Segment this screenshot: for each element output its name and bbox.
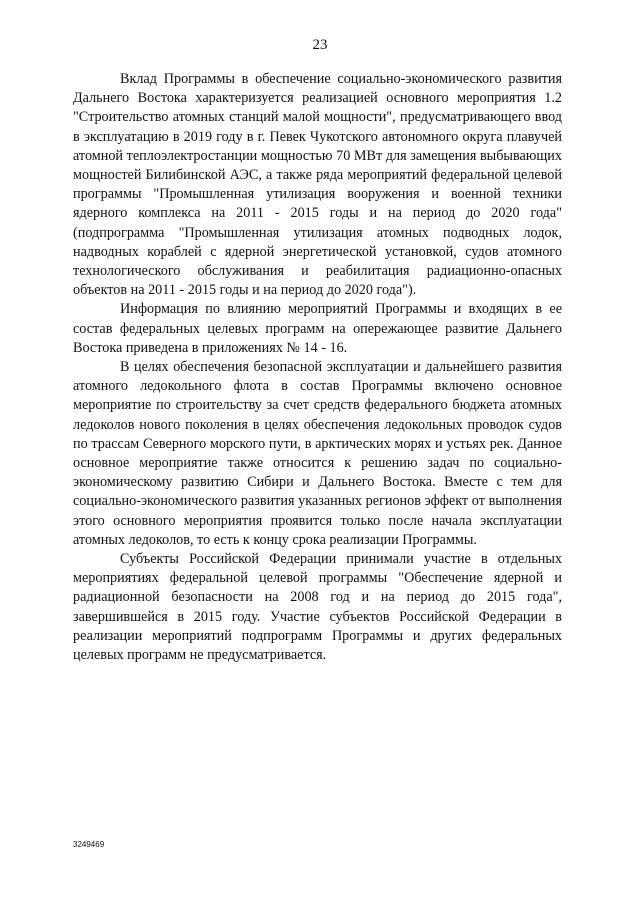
document-code: 3249469 (73, 840, 105, 849)
paragraph-appendix-reference: Информация по влиянию мероприятий Программы и входящих в ее состав федеральных целевых программ на опережающее развитие Дальнего Востока приведена в приложениях № 14 - 16. (73, 301, 562, 356)
paragraph-program-contribution: Вклад Программы в обеспечение социально-экономического развития Дальнего Востока характеризуется реализацией основного мероприятия 1.2 "Строительство атомных станций малой мощности", предусматривающего ввод в эксплуатацию в 2019 году в г. Певек Чукотского автономного округа плавучей атомной теплоэлектростанции мощностью 70 МВт для замещения выбывающих мощностей Билибинской АЭС, а также ряда мероприятий федеральной целевой программы "Промышленная утилизация вооружения и военной техники ядерного комплекса на 2011 - 2015 годы и на период до 2020 года" (подпрограмма "Промышленная утилизация атомных подводных лодок, надводных кораблей с ядерной энергетической установкой, судов атомного технологического обслуживания и реабилитация радиационно-опасных объектов на 2011 - 2015 годы и на период до 2020 года"). (73, 71, 562, 299)
page-number: 23 (312, 37, 328, 53)
paragraph-federal-subjects: Субъекты Российской Федерации принимали участие в отдельных мероприятиях федеральной целевой программы "Обеспечение ядерной и радиационной безопасности на 2008 год и на период до 2015 года", завершившейся в 2015 году. Участие субъектов Российской Федерации в реализации мероприятий подпрограмм Программы и других федеральных целевых программ не предусматривается. (73, 551, 562, 664)
document-body (73, 70, 562, 665)
paragraph-icebreaker-fleet: В целях обеспечения безопасной эксплуатации и дальнейшего развития атомного ледокольного флота в состав Программы включено основное мероприятие по строительству за счет средств федерального бюджета атомных ледоколов нового поколения в целях обеспечения ледокольных проводок судов по трассам Северного морского пути, в арктических морях и устьях рек. Данное основное мероприятие также относится к решению задач по социально-экономическому развитию Сибири и Дальнего Востока. Вместе с тем для социально-экономического развития указанных регионов эффект от выполнения этого основного мероприятия проявится только после начала эксплуатации атомных ледоколов, то есть к концу срока реализации Программы. (73, 359, 562, 548)
